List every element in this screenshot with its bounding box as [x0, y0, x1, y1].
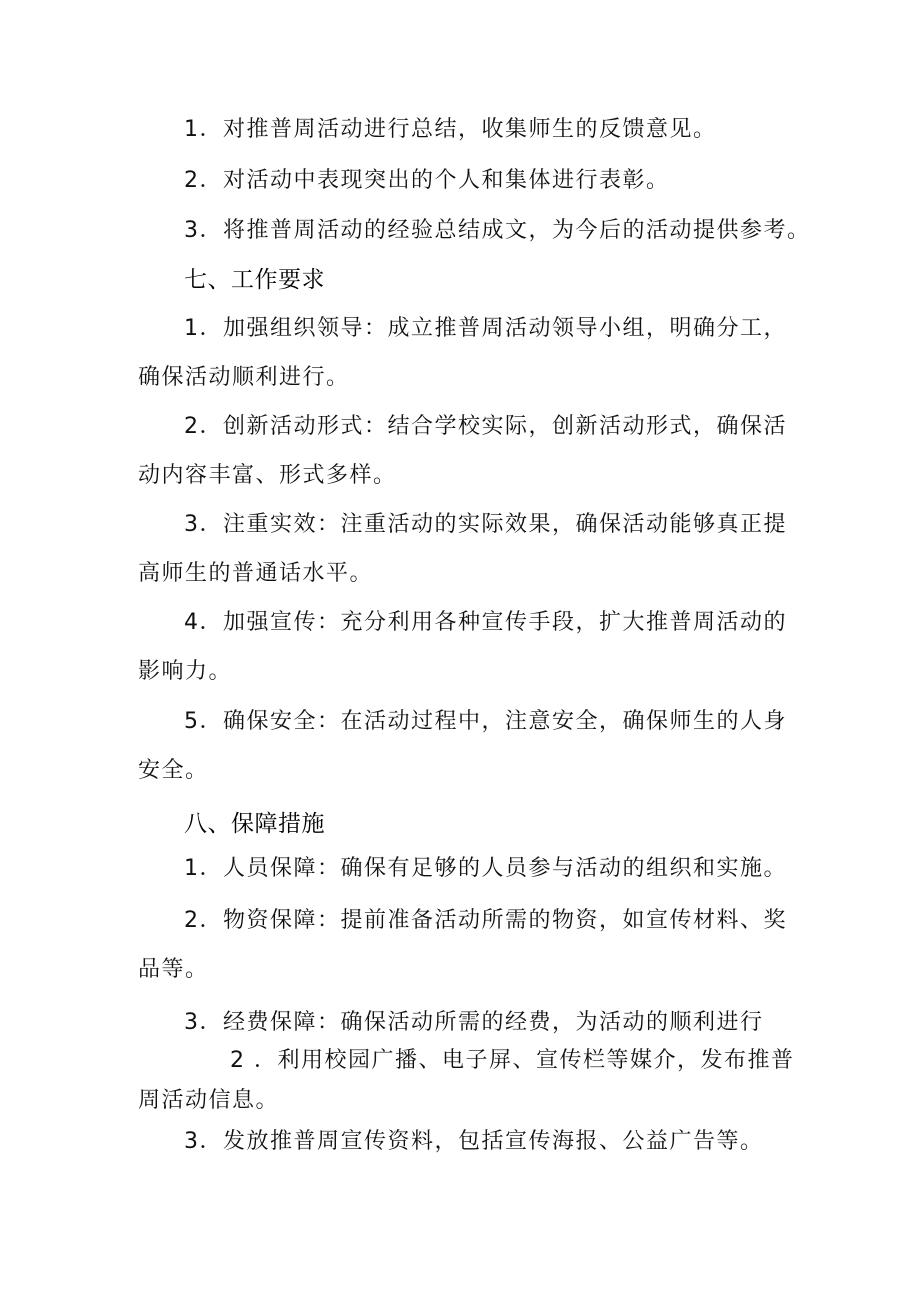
requirement-item-2: 2．创新活动形式：结合学校实际，创新活动形式，确保活动内容丰富、形式多样。: [138, 414, 787, 488]
summary-item-2: 2．对活动中表现突出的个人和集体进行表彰。: [184, 168, 670, 193]
requirement-item-1: 1．加强组织领导：成立推普周活动领导小组，明确分工，确保活动顺利进行。: [138, 316, 787, 390]
section-heading-guarantee: 八、保障措施: [184, 811, 325, 837]
guarantee-item-1: 1．人员保障：确保有足够的人员参与活动的组织和实施。: [184, 856, 787, 881]
requirement-item-4: 4．加强宣传：充分利用各种宣传手段，扩大推普周活动的影响力。: [138, 610, 787, 684]
publicity-item-2-text: ．利用校园广播、电子屏、宣传栏等媒介，发布推普周活动信息。: [138, 1048, 795, 1113]
requirement-item-3: 3．注重实效：注重活动的实际效果，确保活动能够真正提高师生的普通话水平。: [138, 512, 787, 586]
requirement-item-5: 5．确保安全：在活动过程中，注意安全，确保师生的人身安全。: [138, 709, 787, 783]
publicity-item-2: [138, 1041, 798, 1121]
publicity-item-3: 3．发放推普周宣传资料，包括宣传海报、公益广告等。: [184, 1129, 764, 1154]
guarantee-item-3: 3．经费保障：确保活动所需的经费，为活动的顺利进行: [184, 1010, 764, 1035]
guarantee-item-2: 2．物资保障：提前准备活动所需的物资，如宣传材料、奖品等。: [138, 908, 787, 982]
summary-item-3: 3．将推普周活动的经验总结成文，为今后的活动提供参考。: [184, 218, 811, 243]
section-heading-requirements: 七、工作要求: [184, 267, 325, 293]
publicity-item-2-number: 2: [230, 1048, 246, 1073]
summary-item-1: 1．对推普周活动进行总结，收集师生的反馈意见。: [184, 117, 717, 142]
